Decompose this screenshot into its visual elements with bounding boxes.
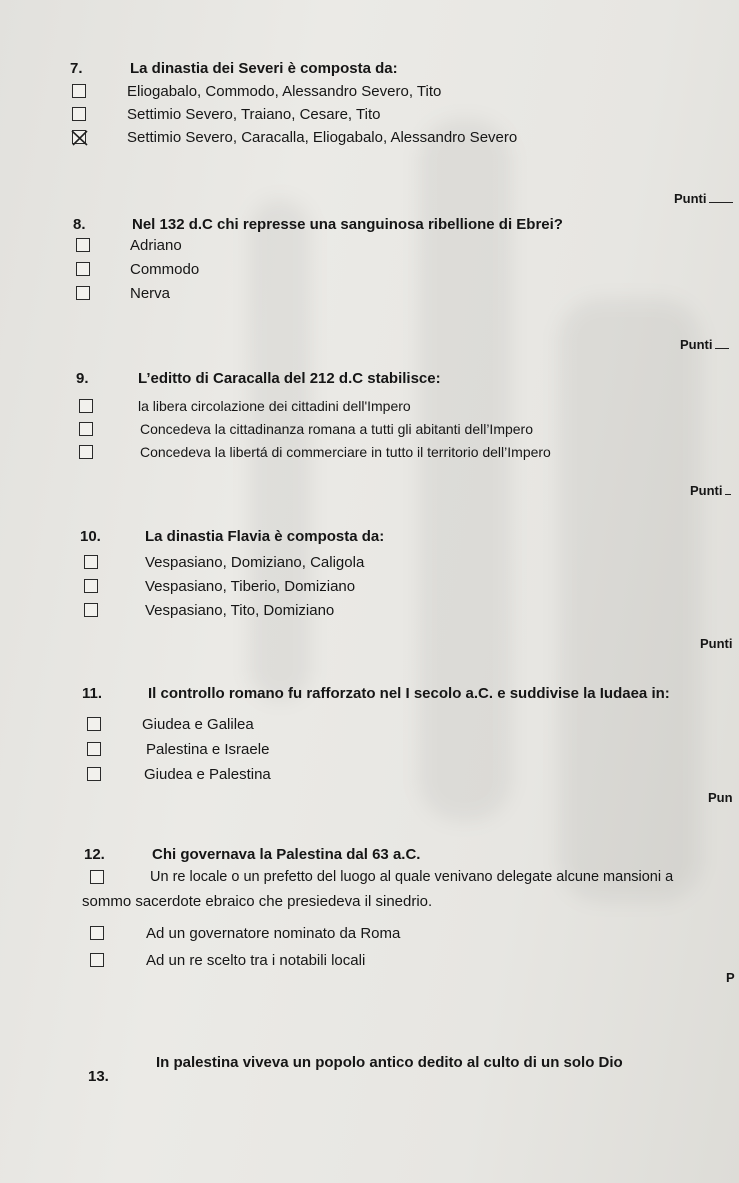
option-label: Palestina e Israele xyxy=(146,741,270,758)
option-label: Settimio Severo, Traiano, Cesare, Tito xyxy=(127,106,381,123)
answer-checkbox[interactable] xyxy=(87,767,101,781)
score-label: Pun xyxy=(708,790,733,805)
score-blank[interactable] xyxy=(715,336,729,349)
question-text: La dinastia Flavia è composta da: xyxy=(145,528,385,545)
option-label: Vespasiano, Tito, Domiziano xyxy=(145,602,335,619)
score-field xyxy=(680,336,729,352)
question-11 xyxy=(0,685,739,715)
answer-checkbox[interactable] xyxy=(76,286,90,300)
option-continuation: sommo sacerdote ebraico che presiedeva il sinedrio. xyxy=(82,893,433,910)
answer-checkbox[interactable] xyxy=(79,445,93,459)
cross-mark-icon xyxy=(70,128,90,148)
answer-checkbox[interactable] xyxy=(79,399,93,413)
option-label: Nerva xyxy=(130,285,171,302)
score-blank[interactable] xyxy=(709,190,733,203)
option-12b[interactable] xyxy=(0,925,739,949)
option-label: Giudea e Palestina xyxy=(144,766,271,783)
question-9 xyxy=(0,370,739,400)
question-number: 9. xyxy=(76,370,89,387)
answer-checkbox-checked[interactable] xyxy=(72,130,86,144)
score-field xyxy=(700,636,733,651)
option-label: Settimio Severo, Caracalla, Eliogabalo, Alessandro Severo xyxy=(127,129,518,146)
question-number: 13. xyxy=(88,1068,109,1085)
question-number: 7. xyxy=(70,60,83,77)
option-7b[interactable] xyxy=(0,106,739,130)
option-9c[interactable] xyxy=(0,444,739,468)
answer-checkbox[interactable] xyxy=(72,107,86,121)
option-11b[interactable] xyxy=(0,741,739,765)
question-number: 10. xyxy=(80,528,101,545)
question-text: Chi governava la Palestina dal 63 a.C. xyxy=(152,846,421,863)
option-8c[interactable] xyxy=(0,285,739,309)
score-label: P xyxy=(726,970,735,985)
option-label: Vespasiano, Tiberio, Domiziano xyxy=(145,578,356,595)
answer-checkbox[interactable] xyxy=(90,926,104,940)
score-label: Punti xyxy=(700,636,733,651)
option-7a[interactable] xyxy=(0,83,739,107)
option-label: Concedeva la libertá di commerciare in tutto il territorio dell’Impero xyxy=(140,444,551,460)
option-label: Ad un governatore nominato da Roma xyxy=(146,925,401,942)
option-10b[interactable] xyxy=(0,578,739,602)
option-label: Giudea e Galilea xyxy=(142,716,254,733)
option-label: la libera circolazione dei cittadini dell'Impero xyxy=(138,398,411,414)
option-label: Vespasiano, Domiziano, Caligola xyxy=(145,554,365,571)
answer-checkbox[interactable] xyxy=(90,870,104,884)
option-label: Commodo xyxy=(130,261,200,278)
answer-checkbox[interactable] xyxy=(84,603,98,617)
option-12a[interactable] xyxy=(0,869,739,893)
option-9a[interactable] xyxy=(0,398,739,422)
score-label: Punti xyxy=(674,191,707,206)
answer-checkbox[interactable] xyxy=(79,422,93,436)
answer-checkbox[interactable] xyxy=(84,555,98,569)
option-7c[interactable] xyxy=(0,129,739,153)
answer-checkbox[interactable] xyxy=(76,238,90,252)
question-text: L’editto di Caracalla del 212 d.C stabilisce: xyxy=(138,370,441,387)
option-10a[interactable] xyxy=(0,554,739,578)
score-field xyxy=(726,970,735,985)
question-number: 12. xyxy=(84,846,105,863)
option-11c[interactable] xyxy=(0,766,739,790)
score-field xyxy=(690,482,731,498)
score-field xyxy=(674,190,733,206)
option-8b[interactable] xyxy=(0,261,739,285)
option-9b[interactable] xyxy=(0,421,739,445)
answer-checkbox[interactable] xyxy=(76,262,90,276)
question-text: Nel 132 d.C chi represse una sanguinosa ribellione di Ebrei? xyxy=(132,216,563,233)
option-10c[interactable] xyxy=(0,602,739,626)
option-label: Un re locale o un prefetto del luogo al quale venivano delegate alcune mansioni a xyxy=(150,869,674,885)
answer-checkbox[interactable] xyxy=(72,84,86,98)
answer-checkbox[interactable] xyxy=(90,953,104,967)
option-label: Ad un re scelto tra i notabili locali xyxy=(146,952,366,969)
question-text: Il controllo romano fu rafforzato nel I secolo a.C. e suddivise la Iudaea in: xyxy=(148,685,670,702)
option-8a[interactable] xyxy=(0,237,739,261)
question-text: La dinastia dei Severi è composta da: xyxy=(130,60,398,77)
question-13 xyxy=(0,1040,739,1085)
option-11a[interactable] xyxy=(0,716,739,740)
option-label: Concedeva la cittadinanza romana a tutti gli abitanti dell’Impero xyxy=(140,421,534,437)
option-label: Adriano xyxy=(130,237,182,254)
answer-checkbox[interactable] xyxy=(84,579,98,593)
score-label: Punti xyxy=(680,337,713,352)
answer-checkbox[interactable] xyxy=(87,742,101,756)
score-blank[interactable] xyxy=(725,482,731,495)
score-label: Punti xyxy=(690,483,723,498)
option-12c[interactable] xyxy=(0,952,739,976)
option-label: Eliogabalo, Commodo, Alessandro Severo, Tito xyxy=(127,83,442,100)
score-field xyxy=(708,790,733,805)
question-text: In palestina viveva un popolo antico dedito al culto di un solo Dio xyxy=(156,1054,623,1071)
question-number: 11. xyxy=(82,685,103,702)
answer-checkbox[interactable] xyxy=(87,717,101,731)
question-number: 8. xyxy=(73,216,86,233)
